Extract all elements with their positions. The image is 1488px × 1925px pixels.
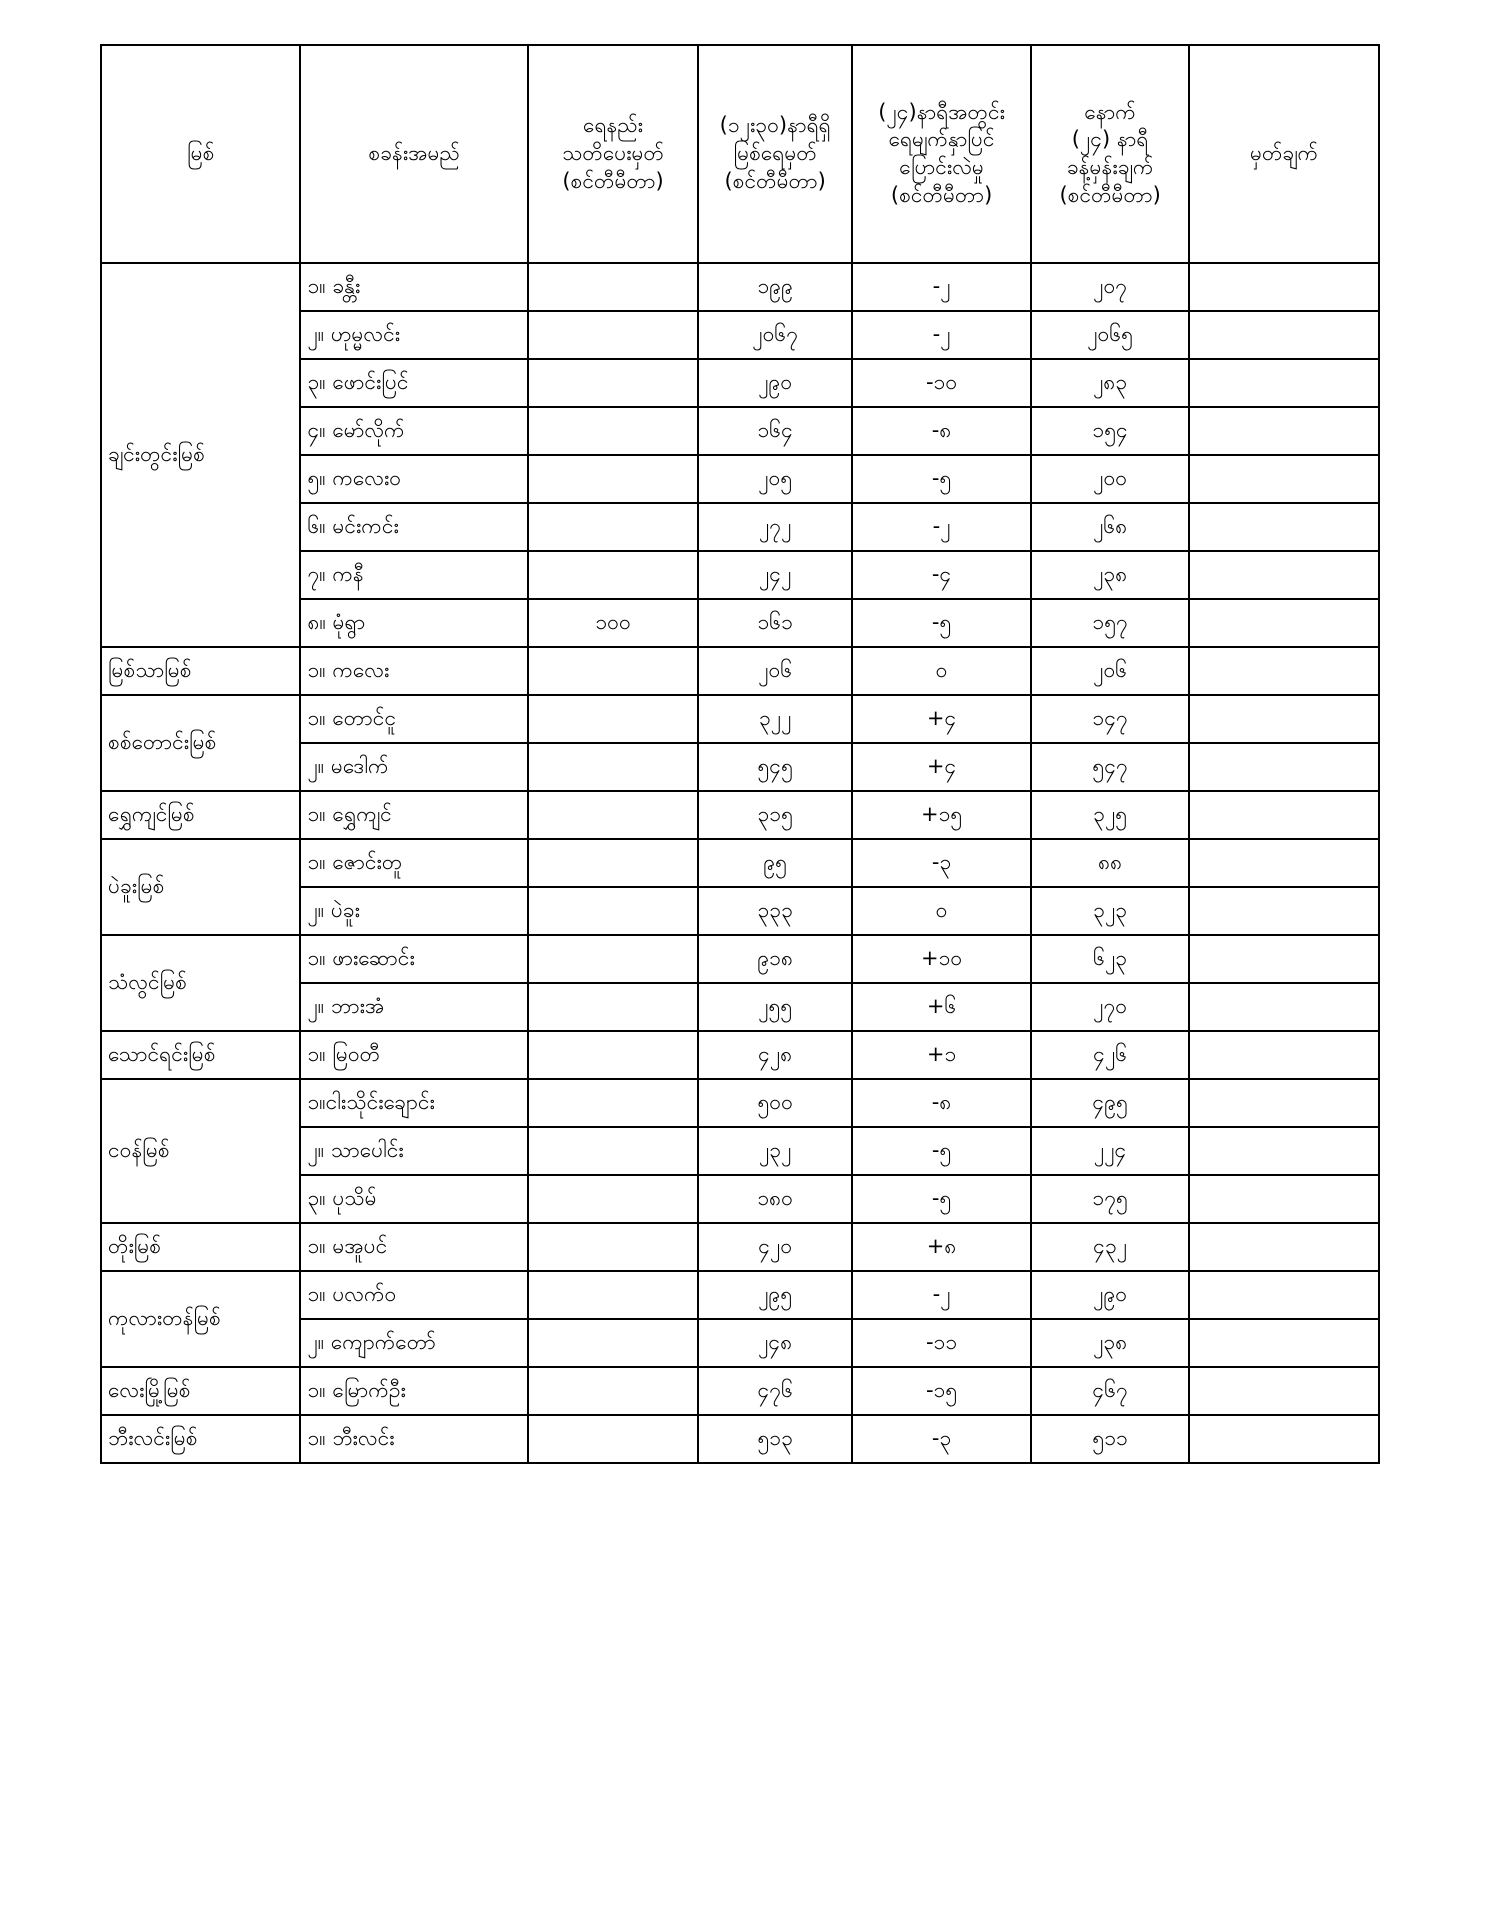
cell-change-24h: -၁၀ (852, 359, 1031, 407)
cell-remark (1189, 407, 1379, 455)
cell-change-24h: -၂ (852, 311, 1031, 359)
cell-river-name: ဘီးလင်းမြစ် (101, 1415, 300, 1463)
cell-change-24h: -၁၁ (852, 1319, 1031, 1367)
cell-remark (1189, 743, 1379, 791)
cell-observed-level: ၂၅၅ (698, 983, 852, 1031)
column-header-danger-level (528, 45, 699, 263)
cell-remark (1189, 1175, 1379, 1223)
cell-danger-level (528, 1079, 699, 1127)
cell-river-name: ကုလားတန်မြစ် (101, 1271, 300, 1367)
cell-forecast-24h: ၄၃၂ (1031, 1223, 1189, 1271)
cell-change-24h: +၁ (852, 1031, 1031, 1079)
cell-remark (1189, 839, 1379, 887)
table-row (101, 647, 1379, 695)
table-row (101, 695, 1379, 743)
cell-observed-level: ၃၁၅ (698, 791, 852, 839)
cell-remark (1189, 1271, 1379, 1319)
cell-change-24h: -၂ (852, 263, 1031, 311)
cell-observed-level: ၅၁၃ (698, 1415, 852, 1463)
cell-observed-level: ၂၃၂ (698, 1127, 852, 1175)
column-header-forecast-24h-line3: ခန့်မှန်းချက် (1066, 155, 1154, 179)
cell-river-name: သံလွင်မြစ် (101, 935, 300, 1031)
cell-remark (1189, 983, 1379, 1031)
cell-change-24h: -၈ (852, 407, 1031, 455)
cell-river-name: သောင်ရင်းမြစ် (101, 1031, 300, 1079)
cell-observed-level: ၁၈၀ (698, 1175, 852, 1223)
cell-observed-level: ၉၅ (698, 839, 852, 887)
column-header-observed-level-line3: (စင်တီမီတာ) (724, 168, 826, 193)
column-header-observed-level (698, 45, 852, 263)
cell-change-24h: -၃ (852, 1415, 1031, 1463)
cell-remark (1189, 359, 1379, 407)
cell-station-name: ၅။ ကလေးဝ (300, 455, 527, 503)
cell-remark (1189, 455, 1379, 503)
column-header-change-24h (852, 45, 1031, 263)
cell-remark (1189, 647, 1379, 695)
river-water-level-table (100, 44, 1380, 1464)
cell-river-name: စစ်တောင်းမြစ် (101, 695, 300, 791)
cell-change-24h: ၀ (852, 887, 1031, 935)
cell-forecast-24h: ၄၂၆ (1031, 1031, 1189, 1079)
cell-forecast-24h: ၂၃၈ (1031, 1319, 1189, 1367)
cell-observed-level: ၂၀၅ (698, 455, 852, 503)
cell-station-name: ၇။ ကနီ (300, 551, 527, 599)
cell-forecast-24h: ၈၈ (1031, 839, 1189, 887)
cell-station-name: ၂။ သာပေါင်း (300, 1127, 527, 1175)
cell-danger-level (528, 791, 699, 839)
cell-forecast-24h: ၆၂၃ (1031, 935, 1189, 983)
cell-remark (1189, 935, 1379, 983)
cell-forecast-24h: ၂၃၈ (1031, 551, 1189, 599)
cell-danger-level (528, 1223, 699, 1271)
cell-forecast-24h: ၂၉၀ (1031, 1271, 1189, 1319)
cell-observed-level: ၁၆၄ (698, 407, 852, 455)
cell-danger-level (528, 551, 699, 599)
cell-river-name: ငဝန်မြစ် (101, 1079, 300, 1223)
cell-forecast-24h: ၂၇၀ (1031, 983, 1189, 1031)
cell-change-24h: -၁၅ (852, 1367, 1031, 1415)
table-row (101, 791, 1379, 839)
column-header-danger-level-line3: (စင်တီမီတာ) (562, 168, 664, 193)
cell-station-name: ၂။ ပဲခူး (300, 887, 527, 935)
cell-station-name: ၁။ငါးသိုင်းချောင်း (300, 1079, 527, 1127)
cell-danger-level (528, 407, 699, 455)
cell-observed-level: ၁၆၁ (698, 599, 852, 647)
cell-station-name: ၁။ ပလက်ဝ (300, 1271, 527, 1319)
cell-forecast-24h: ၃၂၃ (1031, 887, 1189, 935)
cell-observed-level: ၂၉၅ (698, 1271, 852, 1319)
cell-station-name: ၄။ မော်လိုက် (300, 407, 527, 455)
cell-remark (1189, 1031, 1379, 1079)
cell-river-name: တိုးမြစ် (101, 1223, 300, 1271)
cell-station-name: ၈။ မုံရွာ (300, 599, 527, 647)
cell-danger-level (528, 839, 699, 887)
column-header-change-24h-line3: ပြောင်းလဲမှု (899, 155, 984, 179)
cell-forecast-24h: ၁၅၇ (1031, 599, 1189, 647)
cell-station-name: ၂။ ဟုမ္မလင်း (300, 311, 527, 359)
cell-danger-level (528, 935, 699, 983)
column-header-remark: မှတ်ချက် (1189, 45, 1379, 263)
cell-river-name: ချင်းတွင်းမြစ် (101, 263, 300, 647)
cell-forecast-24h: ၂၀၆၅ (1031, 311, 1189, 359)
cell-forecast-24h: ၁၄၇ (1031, 695, 1189, 743)
cell-station-name: ၁။ ရွှေကျင် (300, 791, 527, 839)
cell-remark (1189, 263, 1379, 311)
column-header-change-24h-line4: (စင်တီမီတာ) (890, 182, 993, 207)
cell-change-24h: -၅ (852, 1127, 1031, 1175)
cell-observed-level: ၂၉၀ (698, 359, 852, 407)
cell-forecast-24h: ၄၉၅ (1031, 1079, 1189, 1127)
cell-change-24h: ၀ (852, 647, 1031, 695)
cell-danger-level (528, 695, 699, 743)
cell-forecast-24h: ၁၅၄ (1031, 407, 1189, 455)
cell-station-name: ၁။ ဇောင်းတူ (300, 839, 527, 887)
cell-danger-level (528, 1367, 699, 1415)
cell-remark (1189, 551, 1379, 599)
cell-remark (1189, 1127, 1379, 1175)
cell-river-name: ပဲခူးမြစ် (101, 839, 300, 935)
cell-forecast-24h: ၄၆၇ (1031, 1367, 1189, 1415)
cell-danger-level: ၁၀၀ (528, 599, 699, 647)
column-header-danger-level-line2: သတိပေးမှတ် (562, 141, 664, 166)
cell-change-24h: -၅ (852, 455, 1031, 503)
cell-observed-level: ၂၄၂ (698, 551, 852, 599)
cell-danger-level (528, 1319, 699, 1367)
column-header-change-24h-line2: ရေမျက်နှာပြင် (888, 127, 995, 152)
cell-change-24h: -၂ (852, 503, 1031, 551)
cell-forecast-24h: ၂၈၃ (1031, 359, 1189, 407)
cell-forecast-24h: ၃၂၅ (1031, 791, 1189, 839)
cell-station-name: ၁။ မြဝတီ (300, 1031, 527, 1079)
cell-station-name: ၁။ ဘီးလင်း (300, 1415, 527, 1463)
column-header-observed-level-line2: မြစ်ရေမှတ် (733, 141, 817, 166)
cell-remark (1189, 1319, 1379, 1367)
column-header-change-24h-line1: (၂၄)နာရီအတွင်း (878, 99, 1005, 124)
cell-observed-level: ၁၉၉ (698, 263, 852, 311)
cell-forecast-24h: ၁၇၅ (1031, 1175, 1189, 1223)
cell-observed-level: ၅၄၅ (698, 743, 852, 791)
cell-change-24h: +၆ (852, 983, 1031, 1031)
cell-observed-level: ၄၇၆ (698, 1367, 852, 1415)
column-header-station: စခန်းအမည် (300, 45, 527, 263)
cell-remark (1189, 1367, 1379, 1415)
cell-remark (1189, 695, 1379, 743)
cell-remark (1189, 311, 1379, 359)
cell-danger-level (528, 983, 699, 1031)
cell-observed-level: ၄၂၀ (698, 1223, 852, 1271)
cell-observed-level: ၉၁၈ (698, 935, 852, 983)
cell-remark (1189, 599, 1379, 647)
cell-danger-level (528, 263, 699, 311)
cell-danger-level (528, 311, 699, 359)
cell-observed-level: ၅၀၀ (698, 1079, 852, 1127)
cell-change-24h: +၄ (852, 743, 1031, 791)
cell-change-24h: +၁၅ (852, 791, 1031, 839)
cell-change-24h: -၅ (852, 1175, 1031, 1223)
table-row (101, 1223, 1379, 1271)
cell-station-name: ၆။ မင်းကင်း (300, 503, 527, 551)
column-header-observed-level-line1: (၁၂း၃၀)နာရီရှိ (719, 113, 831, 138)
column-header-forecast-24h-line2: (၂၄) နာရီ (1071, 127, 1149, 152)
cell-change-24h: -၂ (852, 1271, 1031, 1319)
cell-remark (1189, 1079, 1379, 1127)
cell-observed-level: ၃၃၃ (698, 887, 852, 935)
cell-change-24h: +၈ (852, 1223, 1031, 1271)
cell-station-name: ၁။ ခန္တီး (300, 263, 527, 311)
cell-forecast-24h: ၂၀၇ (1031, 263, 1189, 311)
cell-danger-level (528, 359, 699, 407)
cell-forecast-24h: ၂၂၄ (1031, 1127, 1189, 1175)
cell-station-name: ၁။ ဖားဆောင်း (300, 935, 527, 983)
cell-danger-level (528, 1271, 699, 1319)
column-header-river: မြစ် (101, 45, 300, 263)
cell-observed-level: ၂၀၆၇ (698, 311, 852, 359)
cell-station-name: ၃။ ပုသိမ် (300, 1175, 527, 1223)
column-header-forecast-24h (1031, 45, 1189, 263)
cell-station-name: ၁။ မြောက်ဦး (300, 1367, 527, 1415)
table-row (101, 1271, 1379, 1319)
table-row (101, 1079, 1379, 1127)
column-header-danger-level-line1: ရေနည်း (583, 113, 644, 138)
cell-remark (1189, 1223, 1379, 1271)
column-header-forecast-24h-line1: နောက် (1084, 99, 1136, 124)
cell-danger-level (528, 1127, 699, 1175)
cell-station-name: ၁။ ကလေး (300, 647, 527, 695)
cell-change-24h: -၃ (852, 839, 1031, 887)
cell-station-name: ၁။ မအူပင် (300, 1223, 527, 1271)
cell-observed-level: ၂၀၆ (698, 647, 852, 695)
cell-remark (1189, 1415, 1379, 1463)
cell-change-24h: -၅ (852, 599, 1031, 647)
cell-change-24h: +၄ (852, 695, 1031, 743)
cell-danger-level (528, 1415, 699, 1463)
cell-river-name: မြစ်သာမြစ် (101, 647, 300, 695)
table-body (101, 263, 1379, 1463)
cell-observed-level: ၂၄၈ (698, 1319, 852, 1367)
cell-station-name: ၂။ ဘားအံ (300, 983, 527, 1031)
table-row (101, 1367, 1379, 1415)
cell-change-24h: -၈ (852, 1079, 1031, 1127)
cell-forecast-24h: ၂၀၀ (1031, 455, 1189, 503)
table-header (101, 45, 1379, 263)
cell-observed-level: ၃၂၂ (698, 695, 852, 743)
cell-change-24h: -၄ (852, 551, 1031, 599)
cell-forecast-24h: ၅၄၇ (1031, 743, 1189, 791)
cell-river-name: လေးမြို့မြစ် (101, 1367, 300, 1415)
cell-danger-level (528, 503, 699, 551)
cell-station-name: ၃။ ဖောင်းပြင် (300, 359, 527, 407)
table-row (101, 839, 1379, 887)
cell-forecast-24h: ၅၁၁ (1031, 1415, 1189, 1463)
cell-observed-level: ၄၂၈ (698, 1031, 852, 1079)
cell-danger-level (528, 647, 699, 695)
cell-danger-level (528, 743, 699, 791)
cell-remark (1189, 887, 1379, 935)
cell-forecast-24h: ၂၀၆ (1031, 647, 1189, 695)
cell-danger-level (528, 1031, 699, 1079)
cell-remark (1189, 503, 1379, 551)
cell-river-name: ရွှေကျင်မြစ် (101, 791, 300, 839)
cell-change-24h: +၁၀ (852, 935, 1031, 983)
cell-station-name: ၂။ မဒေါက် (300, 743, 527, 791)
cell-danger-level (528, 455, 699, 503)
cell-remark (1189, 791, 1379, 839)
table-header-row (101, 45, 1379, 263)
cell-danger-level (528, 887, 699, 935)
table-row (101, 935, 1379, 983)
cell-station-name: ၁။ တောင်ငူ (300, 695, 527, 743)
table-row (101, 263, 1379, 311)
cell-forecast-24h: ၂၆၈ (1031, 503, 1189, 551)
column-header-forecast-24h-line4: (စင်တီမီတာ) (1059, 182, 1161, 207)
cell-observed-level: ၂၇၂ (698, 503, 852, 551)
cell-danger-level (528, 1175, 699, 1223)
cell-station-name: ၂။ ကျောက်တော် (300, 1319, 527, 1367)
table-row (101, 1415, 1379, 1463)
table-row (101, 1031, 1379, 1079)
